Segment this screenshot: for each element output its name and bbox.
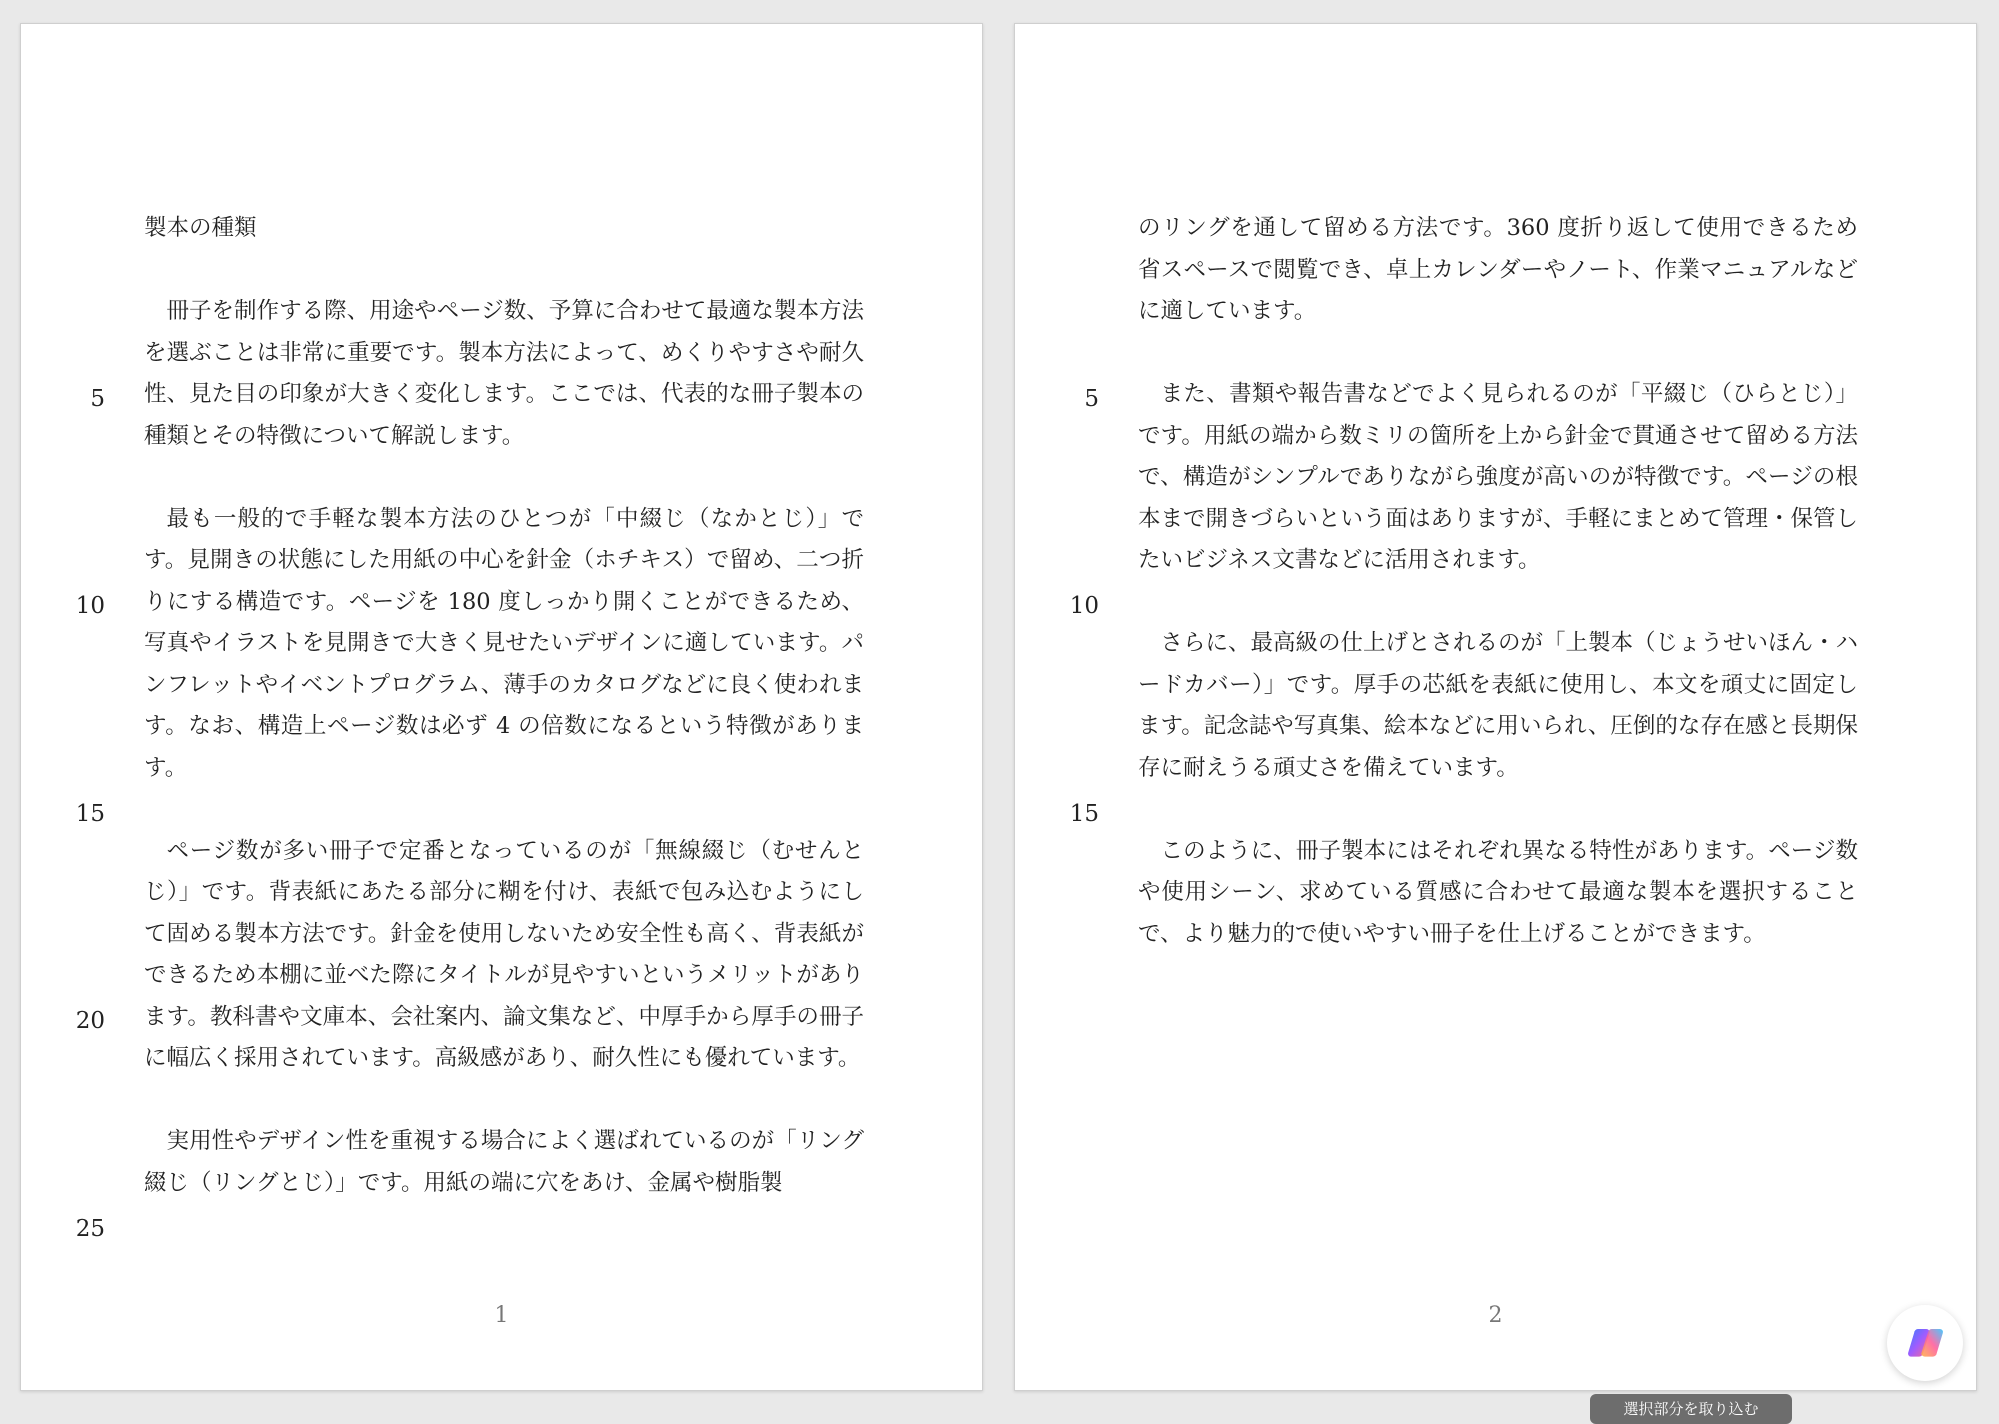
line-number-15: 15 bbox=[1069, 801, 1099, 827]
page-body-text[interactable] bbox=[144, 208, 864, 1246]
line-number-20: 20 bbox=[75, 1008, 105, 1034]
document-page-2 bbox=[1014, 23, 1977, 1391]
capture-selection-tooltip[interactable]: 選択部分を取り込む bbox=[1590, 1394, 1792, 1424]
paragraph: 冊子を制作する際、用途やページ数、予算に合わせて最適な製本方法を選ぶことは非常に重要です。製本方法によって、めくりやすさや耐久性、見た目の印象が大きく変化します。ここでは、代表的な冊子製本の種類とその特徴について解説します。 bbox=[144, 298, 864, 449]
line-number-10: 10 bbox=[1069, 593, 1099, 619]
line-number-5: 5 bbox=[90, 386, 105, 412]
page-number: 1 bbox=[494, 1303, 509, 1328]
page-number: 2 bbox=[1488, 1303, 1503, 1328]
line-number-5: 5 bbox=[1084, 386, 1099, 412]
copilot-icon bbox=[1905, 1323, 1945, 1363]
line-number-10: 10 bbox=[75, 593, 105, 619]
paragraph: 実用性やデザイン性を重視する場合によく選ばれているのが「リング綴じ（リングとじ）」です。用紙の端に穴をあけ、金属や樹脂製 bbox=[144, 1128, 864, 1196]
paragraph: このように、冊子製本にはそれぞれ異なる特性があります。ページ数や使用シーン、求めている質感に合わせて最適な製本を選択することで、より魅力的で使いやすい冊子を仕上げることができます。 bbox=[1138, 837, 1858, 947]
document-page-1 bbox=[20, 23, 983, 1391]
copilot-button[interactable] bbox=[1887, 1305, 1963, 1381]
line-number-25: 25 bbox=[75, 1216, 105, 1242]
paragraph: ページ数が多い冊子で定番となっているのが「無線綴じ（むせんとじ）」です。背表紙にあたる部分に糊を付け、表紙で包み込むようにして固める製本方法です。針金を使用しないため安全性も高く、背表紙ができるため本棚に並べた際にタイトルが見やすいというメリットがあります。教科書や文庫本、会社案内、論文集など、中厚手から厚手の冊子に幅広く採用されています。高級感があり、耐久性にも優れています。 bbox=[144, 837, 864, 1071]
paragraph: さらに、最高級の仕上げとされるのが「上製本（じょうせいほん・ハードカバー）」です。厚手の芯紙を表紙に使用し、本文を頑丈に固定します。記念誌や写真集、絵本などに用いられ、圧倒的な存在感と長期保存に耐えうる頑丈さを備えています。 bbox=[1138, 630, 1859, 781]
line-number-gutter bbox=[1043, 24, 1103, 1390]
line-number-15: 15 bbox=[75, 801, 105, 827]
page-body-text[interactable] bbox=[1138, 208, 1858, 997]
paragraph: また、書類や報告書などでよく見られるのが「平綴じ（ひらとじ）」です。用紙の端から数ミリの箇所を上から針金で貫通させて留める方法で、構造がシンプルでありながら強度が高いのが特徴です。ページの根本まで開きづらいという面はありますが、手軽にまとめて管理・保管したいビジネス文書などに活用されます。 bbox=[1138, 381, 1859, 573]
line-number-gutter bbox=[49, 24, 109, 1390]
paragraph: のリングを通して留める方法です。360 度折り返して使用できるため省スペースで閲覧でき、卓上カレンダーやノート、作業マニュアルなどに適しています。 bbox=[1138, 215, 1858, 324]
paragraph: 最も一般的で手軽な製本方法のひとつが「中綴じ（なかとじ）」です。見開きの状態にした用紙の中心を針金（ホチキス）で留め、二つ折りにする構造です。ページを 180 度しっかり開くことができるため、写真やイラストを見開きで大きく見せたいデザインに適しています。パンフレットやイベントプログラム、薄手のカタログなどに良く使われます。なお、構造上ページ数は必ず 4 の倍数になるという特徴があります。 bbox=[144, 505, 864, 781]
document-heading: 製本の種類 bbox=[144, 215, 257, 241]
